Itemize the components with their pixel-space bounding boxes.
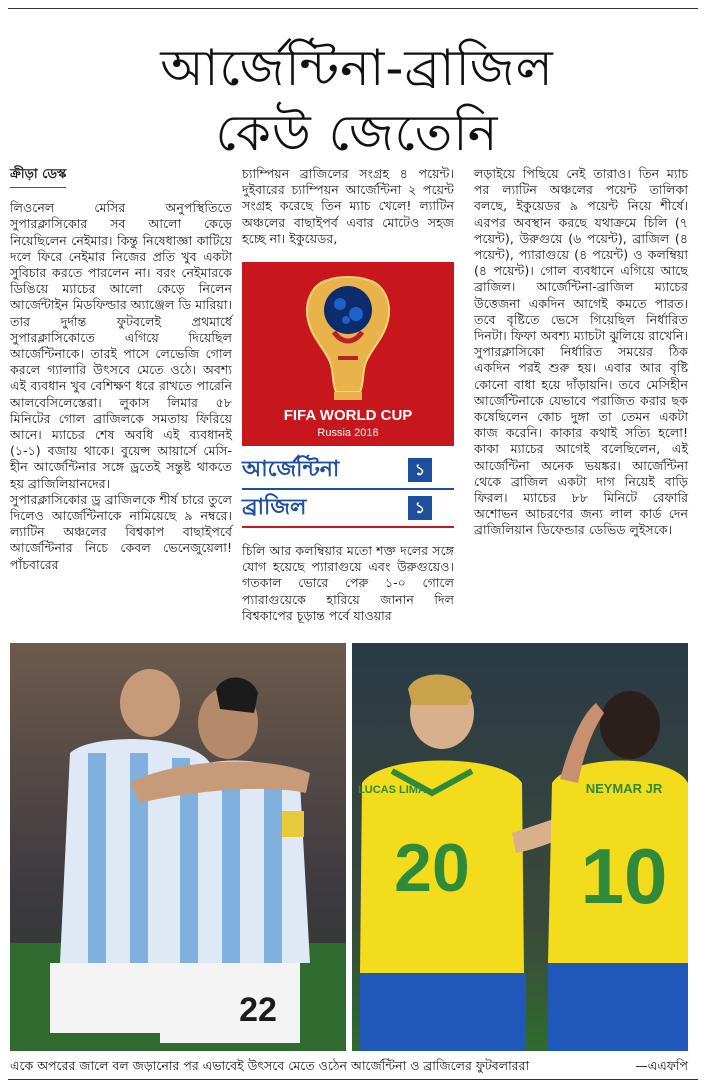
article-column-1 — [10, 166, 232, 573]
photo-argentina-celebration — [10, 643, 346, 1051]
world-cup-trophy-icon — [242, 262, 454, 446]
team-name: আর্জেন্টিনা — [242, 457, 340, 482]
score-divider — [242, 488, 454, 490]
article-column-2-bottom — [242, 543, 454, 624]
score-row — [242, 454, 454, 486]
logo-title: FIFA WORLD CUP — [283, 407, 413, 424]
caption-text: একে অপরের জালে বল জড়ানোর পর এভাবেই উৎসবে মেতে ওঠেন আর্জেন্টিনা ও ব্রাজিলের ফুটবলাররা — [10, 1058, 530, 1073]
logo-subtitle: Russia 2018 — [317, 427, 379, 439]
byline: ক্রীড়া ডেস্ক — [10, 167, 66, 188]
article-column-3 — [474, 166, 688, 539]
photo-brazil-players — [352, 643, 688, 1051]
score-row — [242, 492, 454, 524]
article-column-2-top — [242, 166, 454, 247]
team-score: ১ — [408, 496, 432, 520]
paragraph: সুপারক্লাসিকোর ড্র ব্রাজিলকে শীর্ষ চারে তুলে দিলেও আর্জেন্টিনাকে নামিয়েছে ৯ নম্বরে। ল্যাটিন অঞ্চলের বিশ্বকাপ বাছাইপর্বে আর্জেন্টিনার নিচে কেবল ভেনেজুয়েলা! পাঁচবারের — [10, 491, 232, 572]
jersey-name-front: LUCAS LIMA — [358, 784, 426, 796]
jersey-number-back: 10 — [580, 832, 668, 920]
paragraph: লড়াইয়ে পিছিয়ে নেই তারাও। তিন ম্যাচ পর ল্যাটিন অঞ্চলের পয়েন্ট তালিকা বলছে, ইকুয়েডর ৯ পয়েন্ট নিয়ে শীর্ষে। এরপর অবস্থান করছে যথাক্রমে চিলি (৭ পয়েন্ট), উরুগুয়ে (৬ পয়েন্ট), ব্রাজিল (৪ পয়েন্ট), প্যারাগুয়ে (৪ পয়েন্ট) ও কলম্বিয়া (৪ পয়েন্ট)। গোল ব্যবধানে এগিয়ে আছে ব্রাজিল। আর্জেন্টিনা-ব্রাজিল ম্যাচের উত্তেজনা একদিন আগেই কমতে পারত। তবে বৃষ্টিতে ভেসে গিয়েছিল নির্ধারিত দিনটা। ফিফা অবশ্য ম্যাচটা ঝুলিয়ে রাখেনি। সুপারক্লাসিকো নির্ধারিত সময়ের ঠিক একদিন পরই শুরু হয়। এবার আর বৃষ্টি কোনো বাধা হয়ে দাঁড়ায়নি। তবে মেসিহীন আর্জেন্টিনাকে যেভাবে পরাজিত করার ছক কষেছিলেন কোচ দুঙ্গা তা তেমন একটা কাজ করেনি। কাকার কথাই সত্যি হলো! কাকা ম্যাচের আগেই বলেছিলেন, এই আর্জেন্টিনা অনেক ভয়ঙ্কর। আর্জেন্টিনা থেকে ব্রাজিল একটা দাগ নিয়েই বাড়ি ফিরল। ম্যাচের ৮৮ মিনিটে রেফারি অশোভন আচরণের জন্য লাল কার্ড দেন ব্রাজিলিয়ান ডিফেন্ডার ডেভিড লুইসকে। — [474, 166, 688, 538]
jersey-name-back: NEYMAR JR — [585, 781, 663, 796]
headline-line-1: আর্জেন্টিনা-ব্রাজিল — [160, 39, 554, 97]
bottom-rule — [8, 1079, 698, 1080]
photo-caption — [10, 1058, 688, 1074]
score-bottom-rule — [242, 526, 454, 528]
photo-credit: —এএফপি — [635, 1058, 688, 1073]
team-name: ব্রাজিল — [242, 495, 307, 520]
world-cup-logo — [242, 262, 454, 446]
team-score: ১ — [408, 458, 432, 482]
paragraph: চ্যাম্পিয়ন ব্রাজিলের সংগ্রহ ৪ পয়েন্ট। দুইবারের চ্যাম্পিয়ন আর্জেন্টিনা ২ পয়েন্ট সংগ্রহ করেছে তিন ম্যাচ খেলে! ল্যাটিন অঞ্চলের বাছাইপর্ব এবার মোটেও সহজ হচ্ছে না। ইকুয়েডর, — [242, 166, 454, 246]
headline-line-2: কেউ জেতেনি — [215, 104, 499, 162]
top-rule — [8, 8, 698, 9]
scoreboard — [242, 452, 454, 532]
jersey-number-front: 20 — [394, 830, 470, 906]
paragraph: লিওনেল মেসির অনুপস্থিতিতে সুপারক্লাসিকোর সব আলো কেড়ে নিয়েছিলেন নেইমার। কিন্তু নিষেধাজ্ঞা কাটিয়ে দলে ফিরে নেইমার নিজের প্রতি খুব একটা সুবিচার করতে পারলেন না। বরং নেইমারকে ডিঙিয়ে ম্যাচের আলো কেড়ে নিলেন আর্জেন্টাইন মিডফিল্ডার অ্যাঞ্জেল ডি মারিয়া। তার দুর্দান্ত ফুটবলেই প্রথমার্ধে সুপারক্লাসিকোতে এগিয়ে দিয়েছিল আর্জেন্টিনাকে। তারই পাসে লেভেজি গোল করলে গ্যালারি উৎসবে মেতে ওঠে। অবশ্য এই ব্যবধান খুব বেশিক্ষণ ধরে রাখতে পারেনি আলবেসিলেস্তেরা। লুকাস লিমার ৫৮ মিনিটের গোল ব্রাজিলকে সমতায় ফিরিয়ে আনে। ম্যাচের শেষ অবধি এই ব্যবধানই (১-১) বজায় থাকে। বুয়েন্স আয়ার্সে মেসি-হীন আর্জেন্টিনার সঙ্গে ড্রতেই সন্তুষ্ট থাকতে হয় ব্রাজিলিয়ানদের। — [10, 200, 232, 491]
jersey-number: 22 — [239, 991, 277, 1029]
paragraph: চিলি আর কলম্বিয়ার মতো শক্ত দলের সঙ্গে যোগ হয়েছে প্যারাগুয়ে এবং উরুগুয়েও। গতকাল ভোরে পেরু ১-০ গোলে প্যারাগুয়েকে হারিয়ে জানান দিল বিশ্বকাপের চূড়ান্ত পর্বে যাওয়ার — [242, 543, 454, 623]
